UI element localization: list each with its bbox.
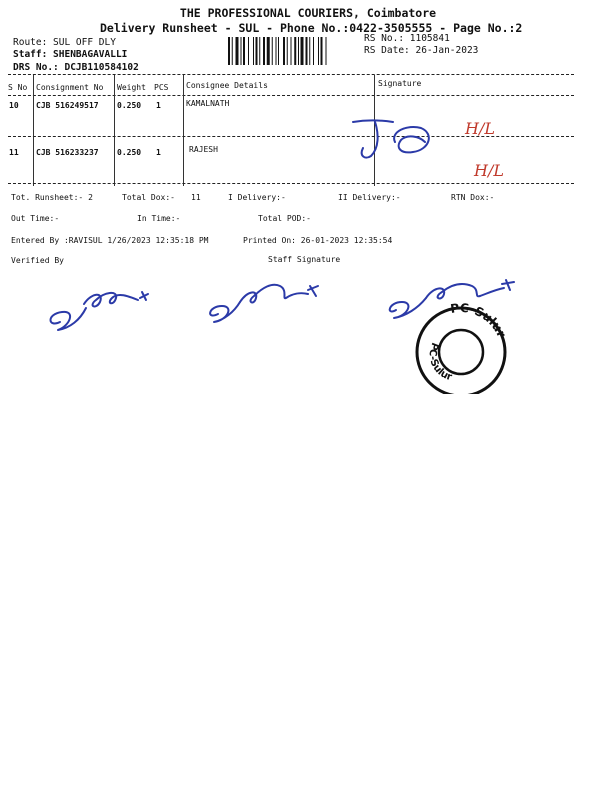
column-rule bbox=[183, 75, 184, 186]
row-weight: 0.250 bbox=[117, 148, 142, 157]
barcode-bar bbox=[326, 37, 327, 65]
verifier-signature bbox=[40, 278, 160, 338]
handwritten-mark: H/L bbox=[474, 161, 504, 180]
out-time: Out Time:- bbox=[11, 214, 60, 223]
row-weight: 0.250 bbox=[117, 101, 142, 110]
barcode-bar bbox=[276, 37, 277, 65]
rtn-dox: RTN Dox:- bbox=[451, 193, 495, 202]
rs-date: RS Date: 26-Jan-2023 bbox=[364, 45, 479, 56]
row-consignee: RAJESH bbox=[189, 145, 218, 154]
staff-signature-label: Staff Signature bbox=[268, 255, 341, 264]
barcode-bar bbox=[278, 37, 279, 65]
office-stamp bbox=[403, 300, 517, 394]
total-dox: Total Dox:- bbox=[122, 193, 175, 202]
company-title: THE PROFESSIONAL COURIERS, Coimbatore bbox=[179, 6, 437, 20]
barcode-bar bbox=[256, 37, 258, 65]
total-pod: Total POD:- bbox=[258, 214, 311, 223]
column-rule bbox=[33, 75, 34, 186]
barcode-bar bbox=[232, 37, 233, 65]
tot-runsheet: Tot. Runsheet:- 2 bbox=[11, 193, 93, 202]
divider bbox=[8, 74, 574, 75]
verified-by: Verified By bbox=[11, 256, 64, 265]
ii-delivery: II Delivery:- bbox=[338, 193, 401, 202]
col-sno: S No bbox=[8, 83, 28, 92]
barcode-bar bbox=[228, 37, 230, 65]
row-pcs: 1 bbox=[156, 101, 161, 110]
barcode-bar bbox=[309, 37, 310, 65]
entered-by: Entered By :RAVISUL 1/26/2023 12:35:18 PM bbox=[11, 236, 209, 245]
barcode-bar bbox=[313, 37, 314, 65]
col-consignment: Consignment No bbox=[36, 83, 104, 92]
printed-on: Printed On: 26-01-2023 12:35:54 bbox=[243, 236, 393, 245]
barcode-bar bbox=[248, 37, 249, 65]
svg-text:PC-Sulur bbox=[450, 301, 509, 340]
barcode-bar bbox=[287, 37, 288, 65]
col-weight: Weight bbox=[117, 83, 146, 92]
barcode-bar bbox=[321, 37, 323, 65]
row-pcs: 1 bbox=[156, 148, 161, 157]
column-rule bbox=[114, 75, 115, 186]
row-sno: 11 bbox=[9, 148, 19, 157]
barcode-bar bbox=[283, 37, 285, 65]
handwritten-mark: H/L bbox=[465, 119, 495, 138]
barcode-bar bbox=[263, 37, 265, 65]
barcode-bar bbox=[243, 37, 245, 65]
row-sno: 10 bbox=[9, 101, 19, 110]
in-time: In Time:- bbox=[137, 214, 181, 223]
staff-label: Staff: SHENBAGAVALLI bbox=[13, 49, 128, 60]
barcode-bar bbox=[318, 37, 319, 65]
staff-signature bbox=[200, 276, 330, 336]
i-delivery: I Delivery:- bbox=[228, 193, 286, 202]
drs-number: DRS No.: DCJB110584102 bbox=[13, 62, 139, 73]
barcode-bar bbox=[294, 37, 296, 65]
barcode-bar bbox=[298, 37, 299, 65]
total-dox-value: 11 bbox=[191, 193, 201, 202]
stamp-inner-text: PC-Sulur bbox=[426, 340, 454, 384]
barcode-bar bbox=[241, 37, 242, 65]
row-consignment: CJB 516233237 bbox=[36, 148, 99, 157]
stamp-text: PC-Sulur bbox=[449, 300, 509, 340]
barcode-bar bbox=[291, 37, 292, 65]
barcode-bar bbox=[306, 37, 308, 65]
row-consignee: KAMALNATH bbox=[186, 99, 230, 108]
barcode-bar bbox=[272, 37, 273, 65]
consignee-signature bbox=[345, 112, 445, 167]
col-consignee: Consignee Details bbox=[186, 81, 268, 90]
rs-number: RS No.: 1105841 bbox=[364, 33, 450, 44]
row-consignment: CJB 516249517 bbox=[36, 101, 99, 110]
route-label: Route: SUL OFF DLY bbox=[13, 37, 116, 48]
barcode-bar bbox=[253, 37, 254, 65]
col-signature: Signature bbox=[378, 79, 422, 88]
barcode-bar bbox=[301, 37, 304, 65]
barcode-image bbox=[228, 37, 360, 65]
divider bbox=[8, 95, 574, 96]
divider bbox=[8, 183, 574, 184]
barcode-bar bbox=[259, 37, 260, 65]
col-pcs: PCS bbox=[154, 83, 169, 92]
barcode-bar bbox=[236, 37, 239, 65]
runsheet-title: Delivery Runsheet - SUL - Phone No.:0422-3505555 - Page No.:2 bbox=[100, 21, 523, 35]
barcode-bar bbox=[267, 37, 270, 65]
